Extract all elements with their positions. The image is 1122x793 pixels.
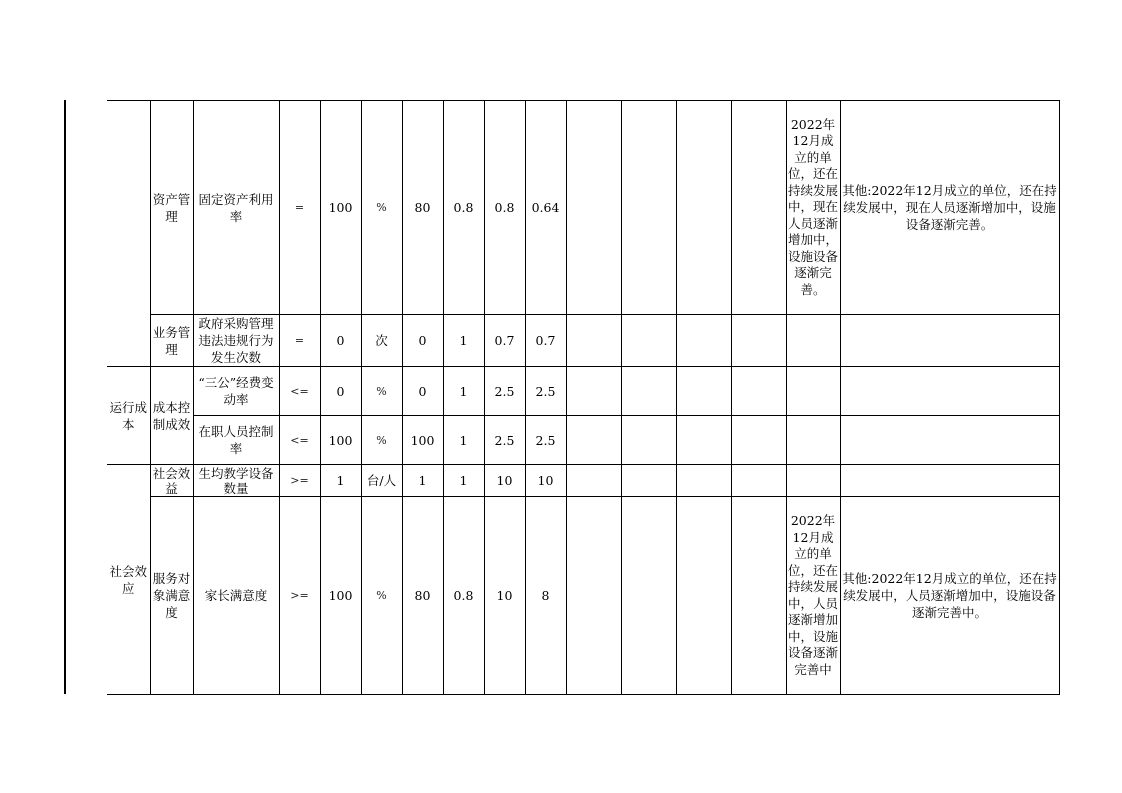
actual-cell: 100 bbox=[402, 416, 443, 465]
table-row bbox=[107, 416, 1059, 465]
target-cell: 100 bbox=[320, 497, 361, 695]
score-b-cell: 8 bbox=[525, 497, 566, 695]
operator-cell: = bbox=[279, 315, 320, 367]
remark-cell bbox=[840, 367, 1059, 416]
page-margin-line bbox=[64, 100, 66, 694]
indicator-cell: 政府采购管理违法违规行为发生次数 bbox=[193, 315, 279, 367]
unit-cell: 台/人 bbox=[361, 465, 402, 497]
unit-cell: % bbox=[361, 101, 402, 315]
weight-cell: 0.8 bbox=[443, 497, 484, 695]
score-b-cell: 0.7 bbox=[525, 315, 566, 367]
level1-cell: 社会效应 bbox=[107, 465, 150, 695]
table-row bbox=[107, 101, 1059, 315]
empty-cell bbox=[621, 416, 676, 465]
weight-cell: 1 bbox=[443, 465, 484, 497]
actual-cell: 0 bbox=[402, 315, 443, 367]
empty-cell bbox=[731, 465, 786, 497]
target-cell: 1 bbox=[320, 465, 361, 497]
unit-cell: % bbox=[361, 416, 402, 465]
unit-cell: % bbox=[361, 497, 402, 695]
level2-cell: 服务对象满意度 bbox=[150, 497, 193, 695]
empty-cell bbox=[566, 101, 621, 315]
indicator-cell: 生均教学设备数量 bbox=[193, 465, 279, 497]
level2-cell: 成本控制成效 bbox=[150, 367, 193, 465]
operator-cell: = bbox=[279, 101, 320, 315]
remark-cell bbox=[840, 315, 1059, 367]
score-a-cell: 0.7 bbox=[484, 315, 525, 367]
target-cell: 100 bbox=[320, 416, 361, 465]
empty-cell bbox=[676, 416, 731, 465]
level1-cell: 运行成本 bbox=[107, 367, 150, 465]
weight-cell: 1 bbox=[443, 367, 484, 416]
table-row bbox=[107, 367, 1059, 416]
empty-cell bbox=[676, 497, 731, 695]
score-a-cell: 2.5 bbox=[484, 416, 525, 465]
score-b-cell: 2.5 bbox=[525, 367, 566, 416]
indicator-cell: 固定资产利用率 bbox=[193, 101, 279, 315]
score-a-cell: 0.8 bbox=[484, 101, 525, 315]
unit-cell: 次 bbox=[361, 315, 402, 367]
level2-cell: 资产管理 bbox=[150, 101, 193, 315]
score-b-cell: 0.64 bbox=[525, 101, 566, 315]
table-row bbox=[107, 315, 1059, 367]
score-b-cell: 2.5 bbox=[525, 416, 566, 465]
remark-cell bbox=[840, 465, 1059, 497]
remark-cell: 其他:2022年12月成立的单位，还在持续发展中，现在人员逐渐增加中，设施设备逐渐完善。 bbox=[840, 101, 1059, 315]
empty-cell bbox=[676, 101, 731, 315]
remark-cell bbox=[840, 416, 1059, 465]
deviation-note-cell: 2022年12月成立的单位，还在持续发展中，人员逐渐增加中，设施设备逐渐完善中 bbox=[786, 497, 840, 695]
deviation-note-cell bbox=[786, 367, 840, 416]
empty-cell bbox=[566, 465, 621, 497]
weight-cell: 0.8 bbox=[443, 101, 484, 315]
level2-cell: 业务管理 bbox=[150, 315, 193, 367]
actual-cell: 0 bbox=[402, 367, 443, 416]
empty-cell bbox=[676, 465, 731, 497]
deviation-note-cell bbox=[786, 465, 840, 497]
operator-cell: >= bbox=[279, 465, 320, 497]
empty-cell bbox=[621, 465, 676, 497]
operator-cell: >= bbox=[279, 497, 320, 695]
empty-cell bbox=[731, 416, 786, 465]
unit-cell: % bbox=[361, 367, 402, 416]
score-b-cell: 10 bbox=[525, 465, 566, 497]
target-cell: 0 bbox=[320, 315, 361, 367]
weight-cell: 1 bbox=[443, 416, 484, 465]
deviation-note-cell: 2022年12月成立的单位，还在持续发展中，现在人员逐渐增加中，设施设备逐渐完善。 bbox=[786, 101, 840, 315]
indicator-cell: 在职人员控制率 bbox=[193, 416, 279, 465]
empty-cell bbox=[676, 315, 731, 367]
empty-cell bbox=[566, 367, 621, 416]
table-row bbox=[107, 497, 1059, 695]
score-a-cell: 10 bbox=[484, 497, 525, 695]
deviation-note-cell bbox=[786, 315, 840, 367]
actual-cell: 1 bbox=[402, 465, 443, 497]
operator-cell: <= bbox=[279, 367, 320, 416]
operator-cell: <= bbox=[279, 416, 320, 465]
level1-cell-blank bbox=[107, 101, 150, 367]
empty-cell bbox=[731, 101, 786, 315]
actual-cell: 80 bbox=[402, 101, 443, 315]
empty-cell bbox=[676, 367, 731, 416]
deviation-note-cell bbox=[786, 416, 840, 465]
empty-cell bbox=[621, 367, 676, 416]
performance-table bbox=[107, 100, 1060, 695]
level2-cell: 社会效益 bbox=[150, 465, 193, 497]
target-cell: 0 bbox=[320, 367, 361, 416]
table-row bbox=[107, 465, 1059, 497]
empty-cell bbox=[731, 367, 786, 416]
weight-cell: 1 bbox=[443, 315, 484, 367]
empty-cell bbox=[731, 497, 786, 695]
empty-cell bbox=[621, 497, 676, 695]
target-cell: 100 bbox=[320, 101, 361, 315]
score-a-cell: 2.5 bbox=[484, 367, 525, 416]
empty-cell bbox=[621, 101, 676, 315]
empty-cell bbox=[566, 315, 621, 367]
empty-cell bbox=[566, 416, 621, 465]
empty-cell bbox=[566, 497, 621, 695]
actual-cell: 80 bbox=[402, 497, 443, 695]
empty-cell bbox=[731, 315, 786, 367]
indicator-cell: 家长满意度 bbox=[193, 497, 279, 695]
score-a-cell: 10 bbox=[484, 465, 525, 497]
indicator-cell: “三公”经费变动率 bbox=[193, 367, 279, 416]
empty-cell bbox=[621, 315, 676, 367]
remark-cell: 其他:2022年12月成立的单位，还在持续发展中，人员逐渐增加中，设施设备逐渐完善中。 bbox=[840, 497, 1059, 695]
